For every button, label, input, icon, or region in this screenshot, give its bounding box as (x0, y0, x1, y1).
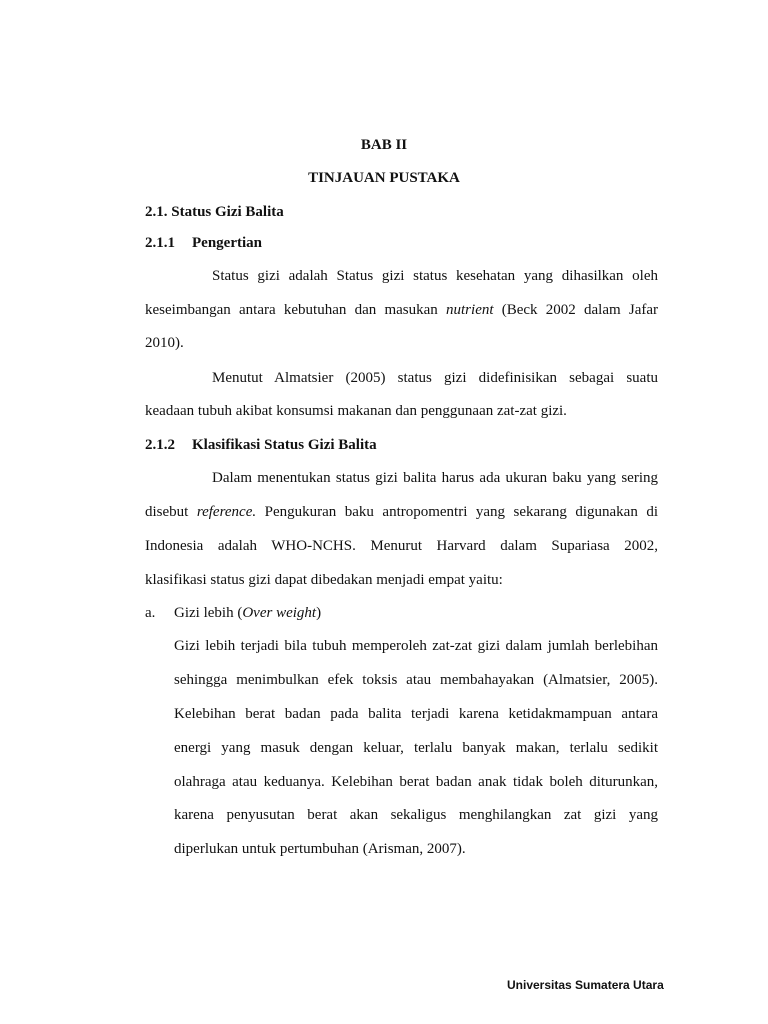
paragraph-line: klasifikasi status gizi dapat dibedakan menjadi empat yaitu: (145, 572, 503, 588)
chapter-heading: BAB II (360, 137, 408, 153)
italic-term: reference. (196, 504, 257, 520)
list-item-line: karena penyusutan berat akan sekaligus menghilangkan zat gizi yang (174, 807, 658, 823)
text-run: (Beck 2002 dalam Jafar (493, 302, 659, 318)
subsection-heading-2 (145, 437, 658, 454)
paragraph-line: 2010). (145, 335, 184, 351)
paragraph-line: Status gizi adalah Status gizi status kesehatan yang dihasilkan oleh (212, 268, 658, 284)
italic-term: Over weight (242, 605, 317, 621)
subsection-number: 2.1.1 (145, 235, 175, 251)
italic-term: nutrient (446, 302, 494, 318)
subsection-heading-1 (145, 235, 658, 252)
text-run: ) (316, 605, 322, 621)
text-run: disebut (145, 504, 197, 520)
list-item-line: Gizi lebih terjadi bila tubuh memperoleh zat-zat gizi dalam jumlah berlebihan (174, 638, 658, 654)
paragraph-line (145, 302, 658, 319)
text-run: Pengukuran baku antropomentri yang sekarang digunakan di (256, 504, 658, 520)
text-run: keseimbangan antara kebutuhan dan masukan (145, 302, 447, 318)
section-heading: 2.1. Status Gizi Balita (145, 204, 284, 220)
subsection-number: 2.1.2 (145, 437, 175, 453)
chapter-title: TINJAUAN PUSTAKA (308, 170, 460, 186)
paragraph-line: keadaan tubuh akibat konsumsi makanan dan penggunaan zat-zat gizi. (145, 403, 567, 419)
list-item-heading (145, 605, 658, 622)
paragraph-line: Dalam menentukan status gizi balita harus ada ukuran baku yang sering (212, 470, 658, 486)
paragraph-line (145, 504, 658, 521)
paragraph-line: Indonesia adalah WHO-NCHS. Menurut Harvard dalam Supariasa 2002, (145, 538, 658, 554)
subsection-title: Klasifikasi Status Gizi Balita (192, 437, 377, 453)
list-item-line: Kelebihan berat badan pada balita terjadi karena ketidakmampuan antara (174, 706, 658, 722)
list-item-line: energi yang masuk dengan keluar, terlalu banyak makan, terlalu sedikit (174, 740, 658, 756)
list-item-line: sehingga menimbulkan efek toksis atau membahayakan (Almatsier, 2005). (174, 672, 658, 688)
list-item-line: olahraga atau keduanya. Kelebihan berat badan anak tidak boleh diturunkan, (174, 774, 658, 790)
subsection-title: Pengertian (192, 235, 262, 251)
text-run: Gizi lebih ( (174, 605, 243, 621)
list-item-line: diperlukan untuk pertumbuhan (Arisman, 2007). (174, 841, 466, 857)
page-footer: Universitas Sumatera Utara (507, 978, 664, 992)
paragraph-line: Menutut Almatsier (2005) status gizi didefinisikan sebagai suatu (212, 370, 658, 386)
list-marker: a. (145, 605, 156, 621)
